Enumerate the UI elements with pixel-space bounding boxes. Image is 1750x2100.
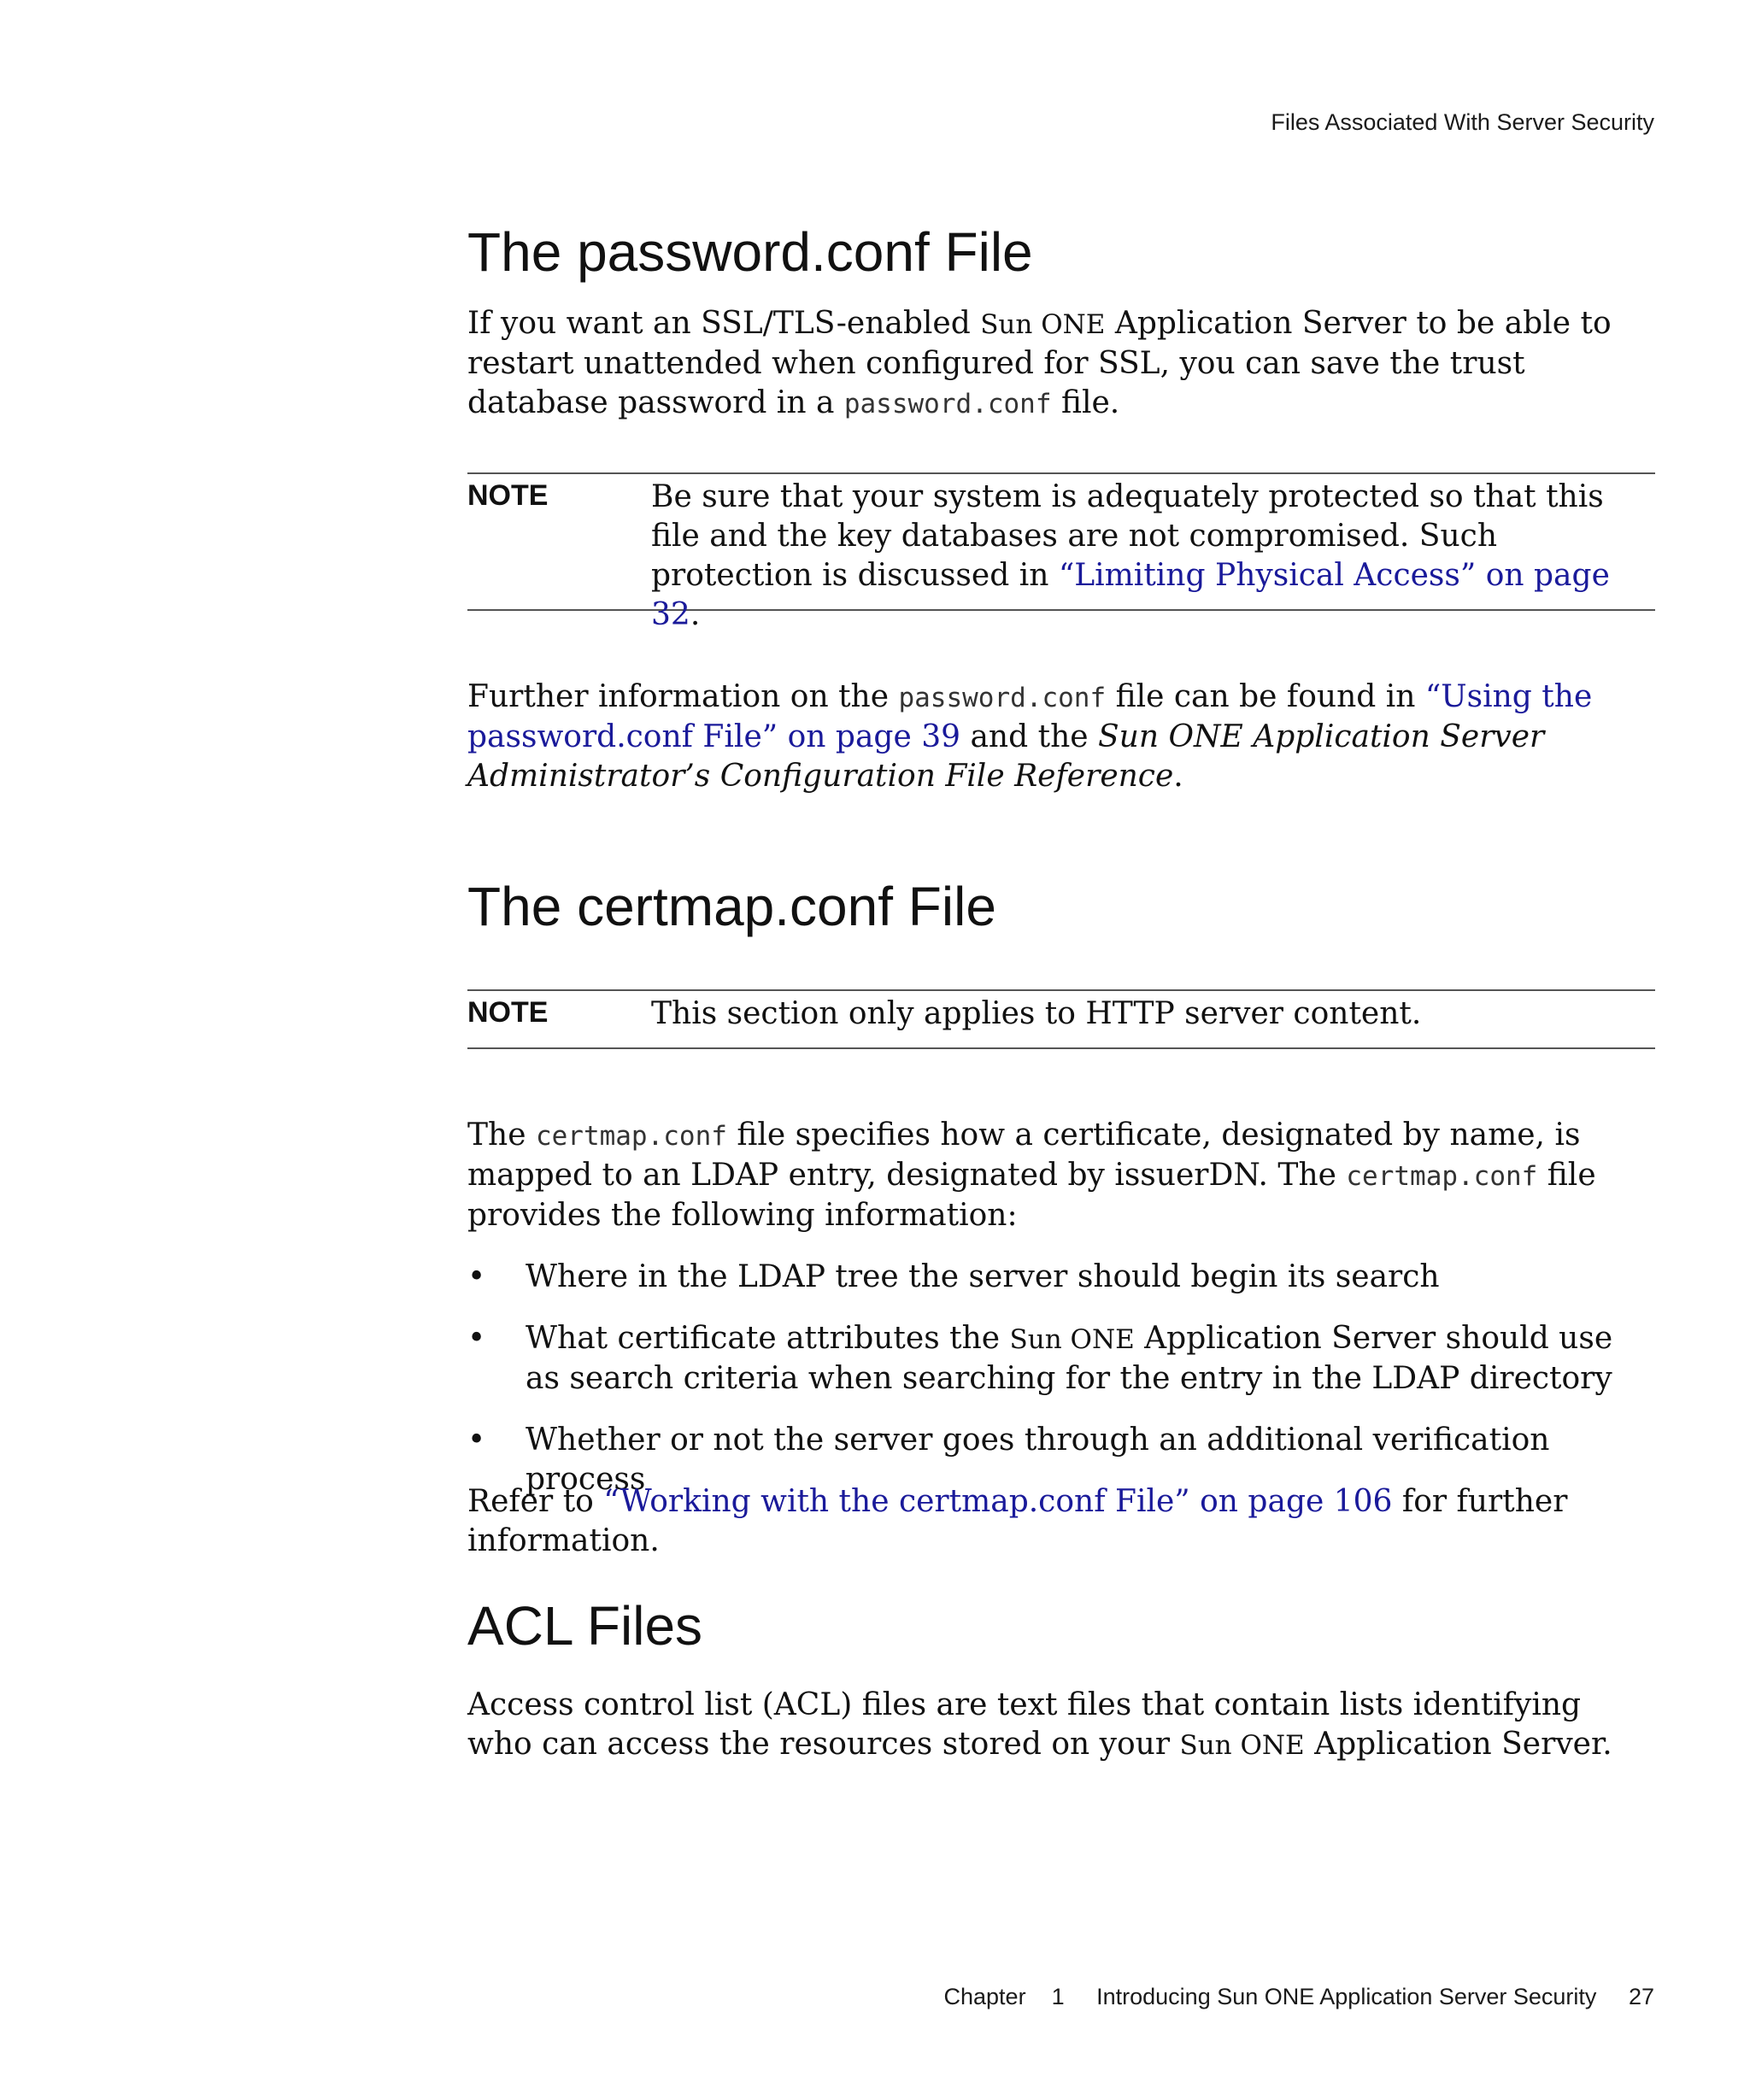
brand-name: Sun ONE xyxy=(1179,1730,1305,1761)
footer-chapter-number: 1 xyxy=(1051,1984,1065,2009)
certmap-refer-paragraph: Refer to “Working with the certmap.conf File” on page 106 for further information. xyxy=(467,1484,1568,1558)
note-box-password xyxy=(467,472,1655,632)
brand-name: Sun ONE xyxy=(1009,1324,1135,1355)
heading-password-conf: The password.conf File xyxy=(467,221,1033,283)
note-text: This section only applies to HTTP server content. xyxy=(651,996,1422,1031)
certmap-intro-paragraph: The certmap.conf file specifies how a certificate, designated by name, is mapped to an LDAP entry, designated by issuerDN. The certmap.conf file provides the following information: xyxy=(467,1117,1596,1233)
link-limiting-physical-access[interactable]: “Limiting Physical Access” on page 32 xyxy=(651,558,1610,632)
bullet-icon: • xyxy=(467,1321,486,1356)
list-item: • Where in the LDAP tree the server should begin its search xyxy=(467,1258,1655,1297)
footer-chapter-title: Introducing Sun ONE Application Server Security xyxy=(1096,1984,1597,2009)
footer-chapter-label: Chapter xyxy=(943,1984,1026,2009)
code-password-conf: password.conf xyxy=(898,683,1107,713)
note-label: NOTE xyxy=(467,996,549,1029)
bullet-icon: • xyxy=(467,1259,486,1294)
heading-acl-files: ACL Files xyxy=(467,1595,703,1657)
link-working-with-certmap[interactable]: “Working with the certmap.conf File” on page 106 xyxy=(603,1484,1393,1519)
link-using-password-conf[interactable]: “Using the password.conf File” on page 39 xyxy=(467,679,1593,754)
note-label: NOTE xyxy=(467,479,549,512)
note-box-certmap xyxy=(467,989,1655,1049)
acl-paragraph: Access control list (ACL) files are text files that contain lists identifying who can access the resources stored on your Sun ONE Application Server. xyxy=(467,1687,1612,1762)
page-footer xyxy=(944,1984,1655,2010)
list-item: • Whether or not the server goes through an additional verification process xyxy=(467,1422,1550,1497)
password-intro-paragraph: If you want an SSL/TLS-enabled Sun ONE Application Server to be able to restart unattended when configured for SSL, you can save the trust database password in a password.conf file. xyxy=(467,306,1612,420)
list-item: • What certificate attributes the Sun ONE Application Server should use as search criteria when searching for the entry in the LDAP directory xyxy=(467,1321,1613,1396)
bullet-icon: • xyxy=(467,1422,486,1458)
running-header: Files Associated With Server Security xyxy=(1271,109,1654,135)
code-certmap-conf: certmap.conf xyxy=(535,1121,727,1152)
code-password-conf: password.conf xyxy=(843,389,1052,419)
heading-certmap-conf: The certmap.conf File xyxy=(467,876,996,937)
code-certmap-conf: certmap.conf xyxy=(1346,1161,1538,1192)
page-number: 27 xyxy=(1628,1984,1654,2009)
note-text: Be sure that your system is adequately protected so that this file and the key databases are not compromised. Such protection is discussed in “Limiting Physical Access” on page 32. xyxy=(651,479,1610,632)
book-title: Sun ONE Application Server Administrator’s Configuration File Reference xyxy=(467,719,1545,794)
password-further-paragraph: Further information on the password.conf file can be found in “Using the password.conf File” on page 39 and the Sun ONE Application Server Administrator’s Configuration File Reference. xyxy=(467,679,1593,794)
brand-name: Sun ONE xyxy=(980,309,1106,340)
